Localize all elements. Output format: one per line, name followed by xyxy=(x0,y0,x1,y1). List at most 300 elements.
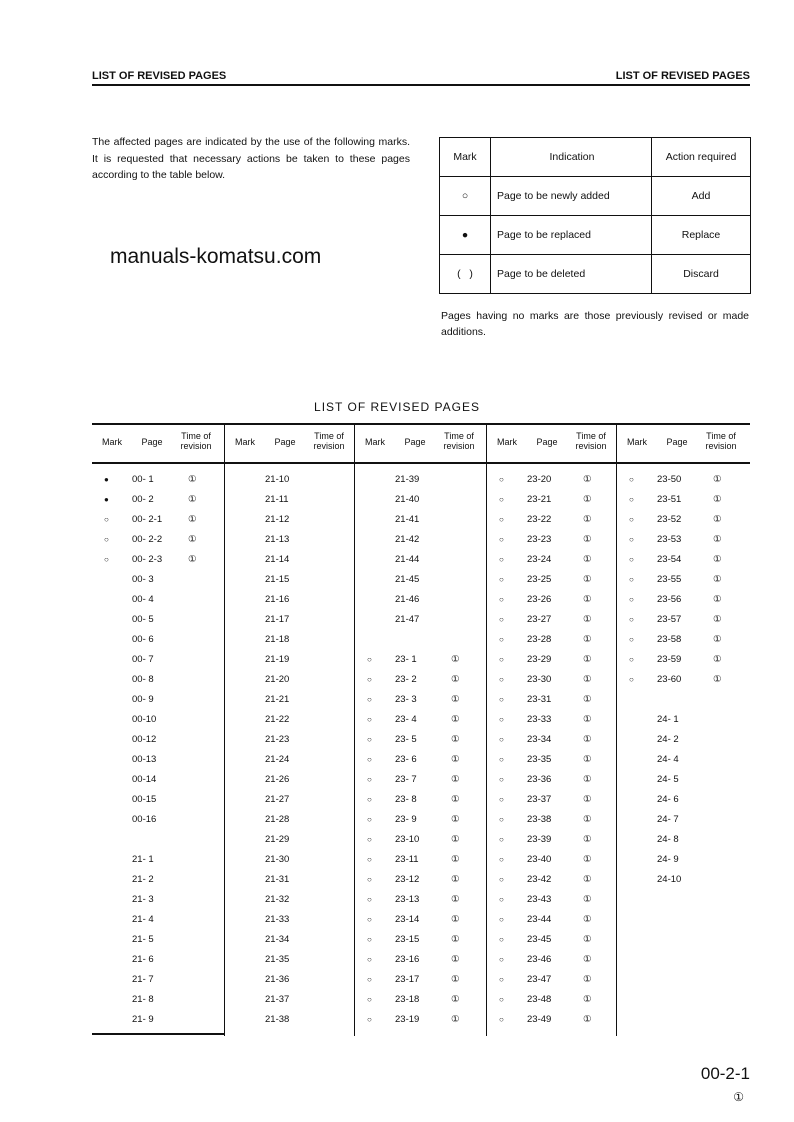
page-cell: 23-13 xyxy=(395,894,420,905)
page-cell: 23- 9 xyxy=(395,814,417,825)
mark-cell: ○ xyxy=(499,855,504,864)
revision-cell: ① xyxy=(583,514,592,525)
mark-cell: ○ xyxy=(499,835,504,844)
mark-cell: ○ xyxy=(499,675,504,684)
column-header-time: Time of revision xyxy=(443,431,475,451)
legend-mark-add: ○ xyxy=(440,177,491,216)
mark-cell: ○ xyxy=(367,735,372,744)
page-cell: 00-12 xyxy=(132,734,157,745)
mark-cell: ○ xyxy=(499,555,504,564)
revision-cell: ① xyxy=(583,594,592,605)
page-cell: 23-53 xyxy=(657,534,682,545)
page-cell: 24- 4 xyxy=(657,754,679,765)
page-cell: 21-36 xyxy=(265,974,290,985)
mark-cell: ○ xyxy=(367,815,372,824)
page-cell: 23- 8 xyxy=(395,794,417,805)
revision-cell: ① xyxy=(451,794,460,805)
page-cell: 23-60 xyxy=(657,674,682,685)
page-cell: 21-39 xyxy=(395,474,420,485)
column-header-time: Time of revision xyxy=(575,431,607,451)
revision-cell: ① xyxy=(188,554,197,565)
revision-cell: ① xyxy=(451,934,460,945)
revision-cell: ① xyxy=(451,974,460,985)
page-cell: 23-14 xyxy=(395,914,420,925)
page-cell: 23-20 xyxy=(527,474,552,485)
page-cell: 21-41 xyxy=(395,514,420,525)
page-cell: 21-46 xyxy=(395,594,420,605)
page-cell: 00- 8 xyxy=(132,674,154,685)
column-group-2 xyxy=(225,425,355,1036)
revision-cell: ① xyxy=(451,994,460,1005)
mark-cell: ● xyxy=(104,495,109,504)
revision-cell: ① xyxy=(713,594,722,605)
mark-cell: ○ xyxy=(367,975,372,984)
mark-cell: ○ xyxy=(629,595,634,604)
mark-cell: ● xyxy=(104,475,109,484)
page-cell: 00- 6 xyxy=(132,634,154,645)
page-cell: 23- 1 xyxy=(395,654,417,665)
revision-cell: ① xyxy=(713,614,722,625)
page-cell: 21- 1 xyxy=(132,854,154,865)
page-cell: 23-25 xyxy=(527,574,552,585)
page-cell: 23-33 xyxy=(527,714,552,725)
page-cell: 21-27 xyxy=(265,794,290,805)
column-header-page: Page xyxy=(141,437,163,447)
table-bottom-rule xyxy=(92,1033,224,1035)
revision-cell: ① xyxy=(451,854,460,865)
page-cell: 21-13 xyxy=(265,534,290,545)
revision-cell: ① xyxy=(583,1014,592,1025)
page-cell: 23-24 xyxy=(527,554,552,565)
page-number: 00-2-1 xyxy=(700,1064,750,1083)
column-header-mark: Mark xyxy=(102,437,122,447)
revision-cell: ① xyxy=(451,734,460,745)
page-cell: 21-45 xyxy=(395,574,420,585)
page-cell: 23-49 xyxy=(527,1014,552,1025)
revision-cell: ① xyxy=(451,674,460,685)
mark-cell: ○ xyxy=(499,795,504,804)
legend-header-indication: Indication xyxy=(491,138,652,177)
page-cell: 21-15 xyxy=(265,574,290,585)
page-cell: 00- 2 xyxy=(132,494,154,505)
page-cell: 24- 9 xyxy=(657,854,679,865)
column-group-5 xyxy=(617,425,749,1036)
page-cell: 23-43 xyxy=(527,894,552,905)
page-cell: 24- 8 xyxy=(657,834,679,845)
revision-cell: ① xyxy=(583,894,592,905)
page-cell: 23-54 xyxy=(657,554,682,565)
revision-cell: ① xyxy=(583,874,592,885)
page-cell: 21- 7 xyxy=(132,974,154,985)
mark-cell: ○ xyxy=(499,475,504,484)
revision-cell: ① xyxy=(451,894,460,905)
intro-text: The affected pages are indicated by the use of the following marks. It is requested that necessary actions be taken to these pages according to the table below. xyxy=(92,136,410,181)
page-cell: 23-48 xyxy=(527,994,552,1005)
page-cell: 00- 2-1 xyxy=(132,514,163,525)
page-cell: 24- 2 xyxy=(657,734,679,745)
page-cell: 21-32 xyxy=(265,894,290,905)
page-cell: 00-14 xyxy=(132,774,157,785)
page-cell: 23-26 xyxy=(527,594,552,605)
page-cell: 23-22 xyxy=(527,514,552,525)
page-cell: 21- 6 xyxy=(132,954,154,965)
page-cell: 21-11 xyxy=(265,494,289,505)
page-cell: 24-10 xyxy=(657,874,682,885)
mark-cell: ○ xyxy=(367,955,372,964)
header-left: LIST OF REVISED PAGES xyxy=(92,70,227,82)
column-header-page: Page xyxy=(274,437,296,447)
page-cell: 00-15 xyxy=(132,794,157,805)
legend-header-mark: Mark xyxy=(440,138,491,177)
page-cell: 21-12 xyxy=(265,514,290,525)
page-cell: 21-23 xyxy=(265,734,290,745)
mark-cell: ○ xyxy=(104,555,109,564)
page-cell: 00-13 xyxy=(132,754,157,765)
page-cell: 23-17 xyxy=(395,974,420,985)
revision-cell: ① xyxy=(188,494,197,505)
page-cell: 21-44 xyxy=(395,554,420,565)
revision-cell: ① xyxy=(451,754,460,765)
page-cell: 21-35 xyxy=(265,954,290,965)
page-cell: 00-16 xyxy=(132,814,157,825)
page-cell: 00-10 xyxy=(132,714,157,725)
mark-cell: ○ xyxy=(629,615,634,624)
page-cell: 23-57 xyxy=(657,614,682,625)
page-cell: 21-42 xyxy=(395,534,420,545)
page-cell: 23-47 xyxy=(527,974,552,985)
revision-cell: ① xyxy=(583,674,592,685)
column-header-page: Page xyxy=(666,437,688,447)
page-cell: 23- 3 xyxy=(395,694,417,705)
watermark: manuals-komatsu.com xyxy=(110,245,322,268)
page-cell: 21-20 xyxy=(265,674,290,685)
revision-cell: ① xyxy=(188,534,197,545)
page-cell: 23-55 xyxy=(657,574,682,585)
page-cell: 24- 1 xyxy=(657,714,679,725)
legend-table xyxy=(439,137,751,294)
page-cell: 23-10 xyxy=(395,834,420,845)
page-cell: 23-52 xyxy=(657,514,682,525)
mark-cell: ○ xyxy=(499,1015,504,1024)
revision-cell: ① xyxy=(583,974,592,985)
page-cell: 24- 6 xyxy=(657,794,679,805)
mark-cell: ○ xyxy=(367,795,372,804)
revision-cell: ① xyxy=(583,834,592,845)
page-cell: 21-10 xyxy=(265,474,290,485)
note-text: Pages having no marks are those previously revised or made additions. xyxy=(441,310,749,338)
mark-cell: ○ xyxy=(367,1015,372,1024)
legend-action-add: Add xyxy=(652,177,751,216)
mark-cell: ○ xyxy=(367,655,372,664)
revision-cell: ① xyxy=(583,534,592,545)
page-cell: 23-42 xyxy=(527,874,552,885)
legend-indication-delete: Page to be deleted xyxy=(491,255,652,294)
mark-cell: ○ xyxy=(499,995,504,1004)
revision-cell: ① xyxy=(583,474,592,485)
mark-cell: ○ xyxy=(367,835,372,844)
revision-cell: ① xyxy=(188,514,197,525)
mark-cell: ○ xyxy=(499,975,504,984)
page-cell: 23-11 xyxy=(395,854,419,865)
revision-cell: ① xyxy=(451,774,460,785)
page-cell: 23-27 xyxy=(527,614,552,625)
page-cell: 23-40 xyxy=(527,854,552,865)
mark-cell: ○ xyxy=(499,935,504,944)
page-revision-mark: ① xyxy=(733,1090,744,1104)
revision-cell: ① xyxy=(583,494,592,505)
page-cell: 23-38 xyxy=(527,814,552,825)
revision-cell: ① xyxy=(583,734,592,745)
page-cell: 21- 2 xyxy=(132,874,154,885)
page-cell: 21-28 xyxy=(265,814,290,825)
revision-cell: ① xyxy=(583,774,592,785)
page-cell: 21- 9 xyxy=(132,1014,154,1025)
page-cell: 23- 7 xyxy=(395,774,417,785)
page-cell: 21-38 xyxy=(265,1014,290,1025)
legend-action-replace: Replace xyxy=(652,216,751,255)
mark-cell: ○ xyxy=(367,895,372,904)
page-cell: 00- 7 xyxy=(132,654,154,665)
page-cell: 23-39 xyxy=(527,834,552,845)
revision-cell: ① xyxy=(583,614,592,625)
page-cell: 23-56 xyxy=(657,594,682,605)
page-cell: 23-19 xyxy=(395,1014,420,1025)
column-header-time: Time of revision xyxy=(705,431,737,451)
column-header-mark: Mark xyxy=(365,437,385,447)
page-cell: 23-31 xyxy=(527,694,552,705)
page-cell: 23-58 xyxy=(657,634,682,645)
legend-indication-replace: Page to be replaced xyxy=(491,216,652,255)
mark-cell: ○ xyxy=(367,755,372,764)
revision-cell: ① xyxy=(583,814,592,825)
page-cell: 00- 4 xyxy=(132,594,154,605)
page-cell: 21-30 xyxy=(265,854,290,865)
mark-cell: ○ xyxy=(499,615,504,624)
revision-cell: ① xyxy=(713,674,722,685)
mark-cell: ○ xyxy=(499,655,504,664)
page-cell: 23-15 xyxy=(395,934,420,945)
revision-cell: ① xyxy=(713,474,722,485)
legend-indication-add: Page to be newly added xyxy=(491,177,652,216)
revision-cell: ① xyxy=(583,994,592,1005)
revision-cell: ① xyxy=(451,874,460,885)
mark-cell: ○ xyxy=(367,675,372,684)
list-title: LIST OF REVISED PAGES xyxy=(314,400,480,414)
page-cell: 23-35 xyxy=(527,754,552,765)
revision-cell: ① xyxy=(188,474,197,485)
revision-cell: ① xyxy=(713,654,722,665)
legend-header-action: Action required xyxy=(652,138,751,177)
header-rule xyxy=(92,84,750,86)
revision-cell: ① xyxy=(451,914,460,925)
page-cell: 23-29 xyxy=(527,654,552,665)
mark-cell: ○ xyxy=(629,535,634,544)
page-cell: 21-31 xyxy=(265,874,290,885)
page-cell: 21-24 xyxy=(265,754,290,765)
mark-cell: ○ xyxy=(629,515,634,524)
legend-mark-delete: ( ) xyxy=(440,255,491,294)
page-cell: 23-51 xyxy=(657,494,682,505)
mark-cell: ○ xyxy=(629,495,634,504)
page-cell: 21- 4 xyxy=(132,914,154,925)
mark-cell: ○ xyxy=(499,595,504,604)
mark-cell: ○ xyxy=(629,575,634,584)
page-cell: 21-16 xyxy=(265,594,290,605)
mark-cell: ○ xyxy=(499,575,504,584)
page-cell: 23- 6 xyxy=(395,754,417,765)
page-cell: 23- 5 xyxy=(395,734,417,745)
column-group-3 xyxy=(355,425,487,1036)
page-cell: 23- 2 xyxy=(395,674,417,685)
page-cell: 23-37 xyxy=(527,794,552,805)
revision-cell: ① xyxy=(583,854,592,865)
mark-cell: ○ xyxy=(367,695,372,704)
mark-cell: ○ xyxy=(367,875,372,884)
revision-cell: ① xyxy=(451,654,460,665)
column-header-time: Time of revision xyxy=(313,431,345,451)
page-cell: 21- 5 xyxy=(132,934,154,945)
page-cell: 21-33 xyxy=(265,914,290,925)
page-cell: 23-36 xyxy=(527,774,552,785)
page-cell: 21-26 xyxy=(265,774,290,785)
mark-cell: ○ xyxy=(499,515,504,524)
mark-cell: ○ xyxy=(499,955,504,964)
revision-cell: ① xyxy=(451,814,460,825)
page-cell: 00- 5 xyxy=(132,614,154,625)
mark-cell: ○ xyxy=(367,915,372,924)
column-header-page: Page xyxy=(404,437,426,447)
revision-cell: ① xyxy=(583,694,592,705)
page-cell: 23-28 xyxy=(527,634,552,645)
column-header-mark: Mark xyxy=(627,437,647,447)
revision-cell: ① xyxy=(451,694,460,705)
page-cell: 00- 9 xyxy=(132,694,154,705)
revision-cell: ① xyxy=(713,494,722,505)
revision-cell: ① xyxy=(583,934,592,945)
legend-mark-replace: ● xyxy=(440,216,491,255)
mark-cell: ○ xyxy=(499,875,504,884)
revision-cell: ① xyxy=(583,654,592,665)
mark-cell: ○ xyxy=(629,555,634,564)
page-cell: 23-30 xyxy=(527,674,552,685)
column-group-1 xyxy=(92,425,225,1036)
page-cell: 23- 4 xyxy=(395,714,417,725)
page-cell: 21-18 xyxy=(265,634,290,645)
page-cell: 21-21 xyxy=(265,694,290,705)
revision-cell: ① xyxy=(583,574,592,585)
mark-cell: ○ xyxy=(104,515,109,524)
revision-cell: ① xyxy=(451,954,460,965)
page-cell: 21-22 xyxy=(265,714,290,725)
page-cell: 21- 8 xyxy=(132,994,154,1005)
mark-cell: ○ xyxy=(367,995,372,1004)
mark-cell: ○ xyxy=(629,475,634,484)
mark-cell: ○ xyxy=(499,815,504,824)
mark-cell: ○ xyxy=(499,635,504,644)
page-cell: 23-50 xyxy=(657,474,682,485)
page-cell: 23-18 xyxy=(395,994,420,1005)
revision-cell: ① xyxy=(583,954,592,965)
page-cell: 21-47 xyxy=(395,614,420,625)
header-right: LIST OF REVISED PAGES xyxy=(615,70,750,82)
mark-cell: ○ xyxy=(499,695,504,704)
revision-cell: ① xyxy=(451,714,460,725)
mark-cell: ○ xyxy=(499,775,504,784)
column-header-page: Page xyxy=(536,437,558,447)
revision-cell: ① xyxy=(713,634,722,645)
revision-cell: ① xyxy=(713,534,722,545)
mark-cell: ○ xyxy=(499,495,504,504)
page-cell: 00- 2-2 xyxy=(132,534,163,545)
column-header-mark: Mark xyxy=(497,437,517,447)
mark-cell: ○ xyxy=(629,675,634,684)
page-cell: 00- 2-3 xyxy=(132,554,163,565)
mark-cell: ○ xyxy=(499,755,504,764)
page-cell: 00- 3 xyxy=(132,574,154,585)
revision-cell: ① xyxy=(451,1014,460,1025)
page-cell: 21-40 xyxy=(395,494,420,505)
revision-cell: ① xyxy=(583,754,592,765)
mark-cell: ○ xyxy=(367,855,372,864)
mark-cell: ○ xyxy=(499,715,504,724)
page-cell: 23-46 xyxy=(527,954,552,965)
page-cell: 23-21 xyxy=(527,494,552,505)
page-cell: 21-14 xyxy=(265,554,290,565)
revision-cell: ① xyxy=(583,714,592,725)
legend-action-delete: Discard xyxy=(652,255,751,294)
mark-cell: ○ xyxy=(499,735,504,744)
page-cell: 23-44 xyxy=(527,914,552,925)
mark-cell: ○ xyxy=(499,895,504,904)
page-cell: 21-34 xyxy=(265,934,290,945)
revision-cell: ① xyxy=(583,794,592,805)
page-cell: 21- 3 xyxy=(132,894,154,905)
revision-cell: ① xyxy=(451,834,460,845)
page-cell: 21-19 xyxy=(265,654,290,665)
revision-cell: ① xyxy=(713,554,722,565)
mark-cell: ○ xyxy=(367,935,372,944)
mark-cell: ○ xyxy=(367,775,372,784)
mark-cell: ○ xyxy=(499,915,504,924)
mark-cell: ○ xyxy=(629,635,634,644)
page-cell: 24- 5 xyxy=(657,774,679,785)
page-cell: 23-16 xyxy=(395,954,420,965)
mark-cell: ○ xyxy=(629,655,634,664)
revision-cell: ① xyxy=(583,634,592,645)
revision-cell: ① xyxy=(583,914,592,925)
revision-cell: ① xyxy=(713,574,722,585)
mark-cell: ○ xyxy=(104,535,109,544)
column-group-4 xyxy=(487,425,617,1036)
page-cell: 23-34 xyxy=(527,734,552,745)
page-cell: 21-37 xyxy=(265,994,290,1005)
mark-cell: ○ xyxy=(367,715,372,724)
page-cell: 21-29 xyxy=(265,834,290,845)
page-cell: 23-12 xyxy=(395,874,420,885)
revision-cell: ① xyxy=(713,514,722,525)
page-cell: 21-17 xyxy=(265,614,290,625)
page-cell: 23-23 xyxy=(527,534,552,545)
revised-pages-table xyxy=(92,423,750,1036)
page-cell: 23-45 xyxy=(527,934,552,945)
mark-cell: ○ xyxy=(499,535,504,544)
page-cell: 23-59 xyxy=(657,654,682,665)
page-cell: 24- 7 xyxy=(657,814,679,825)
page-cell: 00- 1 xyxy=(132,474,154,485)
revision-cell: ① xyxy=(583,554,592,565)
column-header-time: Time of revision xyxy=(180,431,212,451)
column-header-mark: Mark xyxy=(235,437,255,447)
